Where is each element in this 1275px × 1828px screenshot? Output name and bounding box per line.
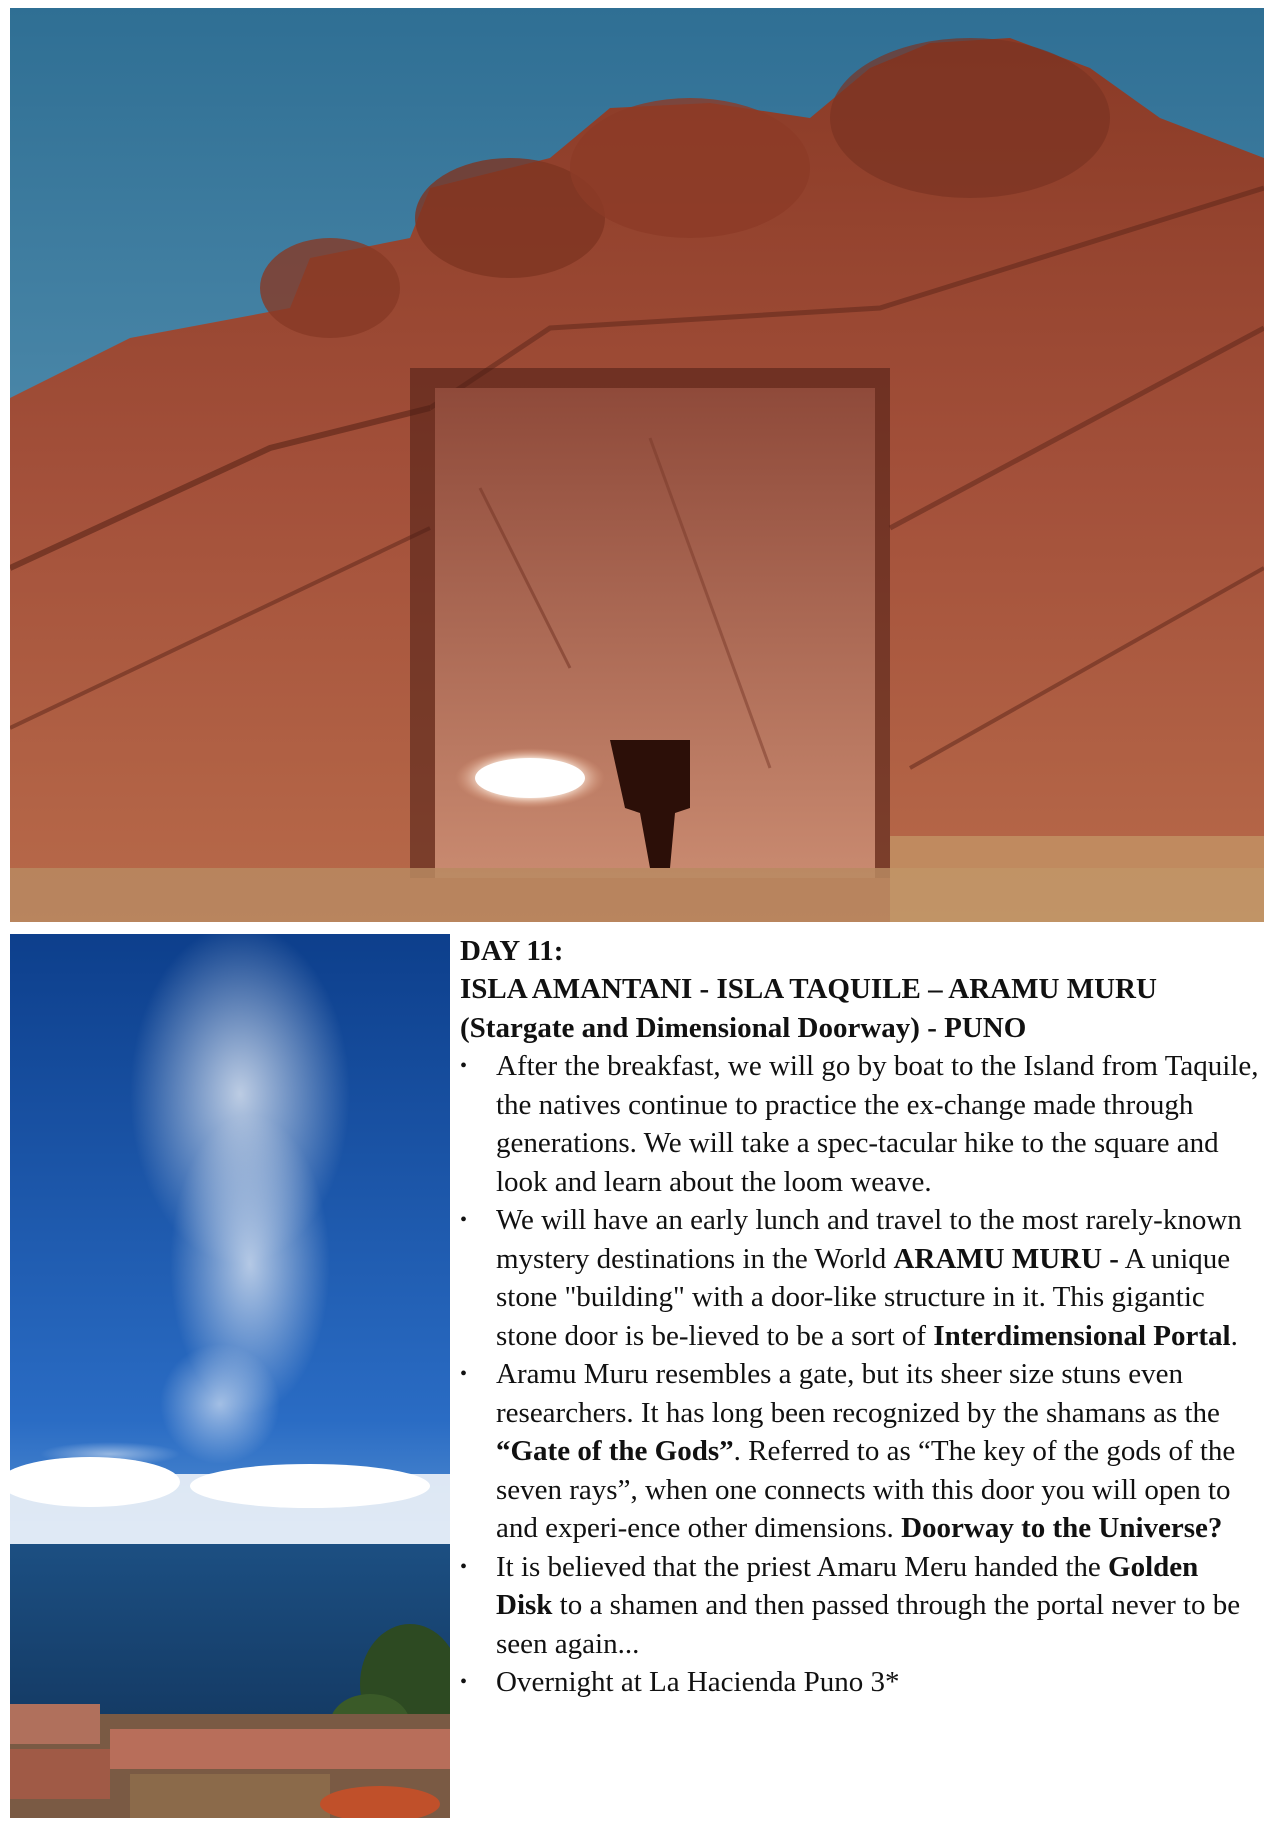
list-item-text — [496, 1663, 1260, 1702]
text-run: Aramu Muru resembles a gate, but its sheer size stuns even researchers. It has long been recognized by the shamans as the — [496, 1358, 1220, 1429]
day-heading: ISLA AMANTANI - ISLA TAQUILE – ARAMU MURU (Stargate and Dimensional Doorway) - PUNO — [460, 973, 1157, 1044]
bold-text: Doorway to the Universe? — [901, 1512, 1223, 1544]
stone-gate-illustration — [10, 8, 1264, 922]
list-item-text — [496, 1548, 1260, 1664]
bullet-icon: • — [460, 1555, 468, 1578]
text-run: We will have an early lunch and travel to the most rarely-known mystery destinations in the World — [496, 1204, 1242, 1275]
text-run: . — [1230, 1319, 1238, 1352]
aramu-muru-photo — [10, 8, 1264, 922]
list-item-text — [496, 1355, 1260, 1548]
list-item — [460, 1355, 1260, 1548]
bold-text: Interdimensional Portal — [933, 1319, 1231, 1352]
lake-sky-illustration — [10, 934, 450, 1818]
text-run: Overnight at La Hacienda Puno 3* — [496, 1666, 900, 1698]
bold-text: Golden Disk — [496, 1550, 1199, 1621]
bullet-icon: • — [460, 1363, 468, 1385]
text-run: to a shamen and then passed through the portal never to be seen again... — [496, 1589, 1241, 1660]
text-run: . Referred to as “The key of the gods of the seven rays”, when one connects with this door you will open to and experi-ence other dimensions. — [496, 1435, 1236, 1544]
lake-sky-photo — [10, 934, 450, 1818]
text-run: After the breakfast, we will go by boat to the Island from Taquile, the natives continue to practice the ex-change made through generations. We will take a spec-tacular hike to the square and look and learn about the loom weave. — [496, 1050, 1259, 1198]
list-item — [460, 1047, 1260, 1201]
bullet-icon: • — [460, 1055, 468, 1077]
itinerary-text — [460, 932, 1260, 1702]
bullet-icon: • — [460, 1209, 468, 1231]
list-item — [460, 1663, 1260, 1702]
bold-text: ARAMU MURU - — [893, 1242, 1119, 1275]
text-run: It is believed that the priest Amaru Meru handed the — [496, 1550, 1109, 1583]
list-item-text — [496, 1201, 1260, 1355]
list-item — [460, 1201, 1260, 1355]
bold-text: “Gate of the Gods” — [496, 1435, 734, 1467]
day-label: DAY 11: — [460, 935, 564, 967]
bullet-icon: • — [460, 1671, 468, 1693]
list-item — [460, 1548, 1260, 1664]
itinerary-list — [460, 1047, 1260, 1702]
list-item-text — [496, 1047, 1260, 1201]
text-run: A unique stone "building" with a door-like structure in it. This gigantic stone door is be-lieved to be a sort of — [496, 1242, 1231, 1352]
